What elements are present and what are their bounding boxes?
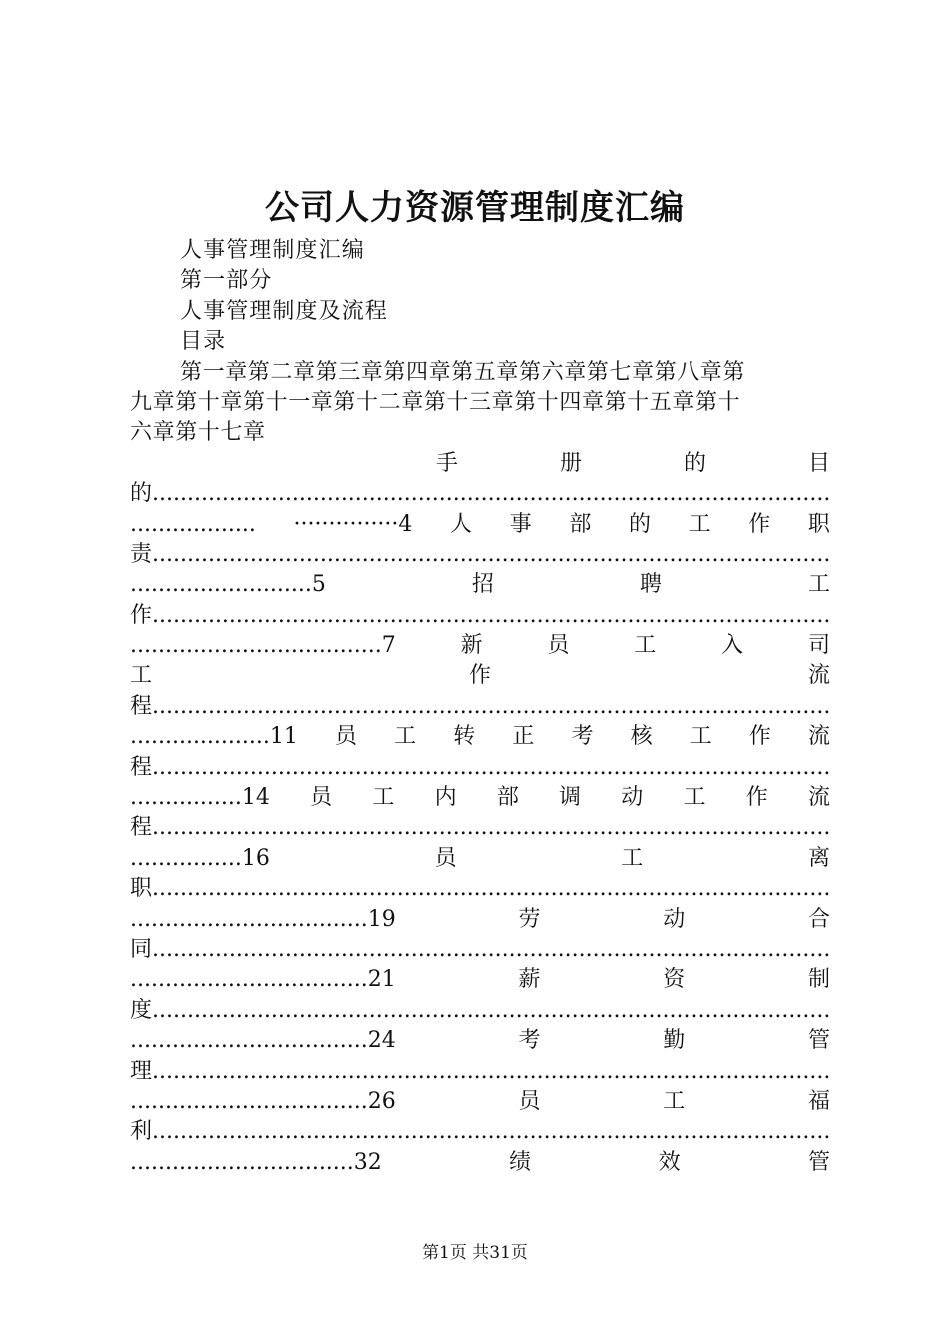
toc-token: 事 — [509, 511, 532, 537]
toc-token: 核 — [630, 724, 653, 750]
toc-dot-leader-line: 同................................................................................................. — [130, 936, 830, 962]
toc-dot-leader-line: 理................................................................................................. — [130, 1058, 830, 1084]
toc-entry-line — [130, 1026, 830, 1056]
page-footer: 第1页 共31页 — [422, 1243, 528, 1263]
toc-token: 的 — [683, 450, 706, 476]
toc-token: 员 — [434, 845, 457, 871]
toc-entry-line — [130, 1148, 830, 1178]
toc-dot-leader-line: 程................................................................................................. — [130, 815, 830, 841]
toc-token: 内 — [434, 785, 457, 811]
toc-dot-leader-line: 程................................................................................................. — [130, 693, 830, 719]
page-title: 公司人力资源管理制度汇编 — [265, 188, 685, 228]
toc-token: 人 — [450, 511, 473, 537]
toc-entry-line — [130, 570, 830, 600]
toc-token: 工 — [621, 845, 644, 871]
intro-line: 人事管理制度汇编 — [180, 238, 365, 263]
chapter-list-line: 九章第十章第十一章第十二章第十三章第十四章第十五章第十 — [130, 389, 741, 415]
toc-token: 员 — [547, 633, 570, 659]
toc-token: 职 — [807, 511, 830, 537]
toc-token: 工 — [372, 785, 395, 811]
toc-token: ..................................19 — [130, 906, 396, 932]
table-of-contents — [130, 449, 830, 1178]
toc-token: 册 — [559, 450, 582, 476]
toc-dot-leader-line: 的................................................................................................. — [130, 481, 830, 507]
toc-token: 考 — [571, 724, 594, 750]
toc-token: 转 — [453, 724, 476, 750]
toc-token: 员 — [310, 785, 333, 811]
toc-entry-line — [130, 722, 830, 752]
toc-token: 薪 — [518, 967, 541, 993]
toc-token: 流 — [807, 663, 830, 689]
toc-token: 劳 — [518, 906, 541, 932]
toc-dot-leader-line: 利................................................................................................. — [130, 1119, 830, 1145]
toc-entry-line — [130, 449, 830, 479]
toc-token: 部 — [569, 511, 592, 537]
toc-token: 合 — [807, 906, 830, 932]
toc-token: 效 — [658, 1149, 681, 1175]
toc-token: 入 — [721, 633, 744, 659]
toc-dot-leader-line: 度................................................................................................. — [130, 997, 830, 1023]
toc-token: ................14 — [130, 785, 270, 811]
toc-entry-line — [130, 631, 830, 661]
toc-token: .................. — [130, 511, 256, 537]
toc-token: 员 — [334, 724, 357, 750]
toc-token: 调 — [559, 785, 582, 811]
toc-token: 招 — [471, 572, 494, 598]
toc-token: 管 — [807, 1028, 830, 1054]
toc-dot-leader-line: 作................................................................................................. — [130, 602, 830, 628]
toc-token: 目 — [807, 450, 830, 476]
intro-line: 人事管理制度及流程 — [180, 298, 388, 324]
toc-token: 作 — [748, 511, 771, 537]
toc-token: 的 — [628, 511, 651, 537]
toc-token: 考 — [518, 1028, 541, 1054]
chapter-list-line: 第一章第二章第三章第四章第五章第六章第七章第八章第 — [180, 359, 746, 385]
toc-token: ..........................5 — [130, 572, 326, 598]
toc-token: 勤 — [663, 1028, 686, 1054]
toc-entry-line — [130, 1087, 830, 1117]
toc-token: 离 — [807, 845, 830, 871]
toc-token: 工 — [634, 633, 657, 659]
toc-token: 工 — [683, 785, 706, 811]
toc-entry-line — [130, 844, 830, 874]
toc-entry-line — [130, 965, 830, 995]
intro-line: 第一部分 — [180, 268, 273, 294]
toc-dot-leader-line: 责................................................................................................. — [130, 541, 830, 567]
toc-token: 工 — [807, 572, 830, 598]
toc-token: ..................................24 — [130, 1028, 396, 1054]
toc-token: 工 — [689, 724, 712, 750]
toc-token: 部 — [496, 785, 519, 811]
chapter-list-line: 六章第十七章 — [130, 420, 266, 446]
toc-token: 工 — [394, 724, 417, 750]
toc-token: 作 — [468, 663, 491, 689]
toc-token: ................................32 — [130, 1149, 382, 1175]
intro-line: 目录 — [180, 329, 227, 355]
toc-token: 绩 — [509, 1149, 532, 1175]
toc-token: 手 — [435, 450, 458, 476]
toc-token: ···············4 — [293, 511, 413, 537]
toc-token: 作 — [748, 724, 771, 750]
toc-token: ....................11 — [130, 724, 298, 750]
toc-dot-leader-line: 职................................................................................................. — [130, 876, 830, 902]
toc-entry-line — [130, 661, 830, 691]
toc-token: 管 — [807, 1149, 830, 1175]
toc-token: ....................................7 — [130, 633, 396, 659]
toc-token: 制 — [807, 967, 830, 993]
toc-token: 正 — [512, 724, 535, 750]
toc-token: ..................................21 — [130, 967, 396, 993]
toc-token: 作 — [745, 785, 768, 811]
toc-token: 聘 — [639, 572, 662, 598]
toc-token: 流 — [807, 785, 830, 811]
toc-token: 动 — [621, 785, 644, 811]
toc-token: 资 — [663, 967, 686, 993]
toc-token: 工 — [663, 1088, 686, 1114]
toc-entry-line — [130, 905, 830, 935]
document-body — [130, 236, 830, 1178]
toc-token: 动 — [663, 906, 686, 932]
toc-token: 流 — [807, 724, 830, 750]
toc-token: 员 — [518, 1088, 541, 1114]
toc-token: ..................................26 — [130, 1088, 396, 1114]
toc-token: 司 — [807, 633, 830, 659]
toc-token: 工 — [130, 663, 153, 689]
toc-token: 新 — [460, 633, 483, 659]
toc-entry-line — [130, 783, 830, 813]
toc-entry-line — [130, 510, 830, 540]
toc-token: ................16 — [130, 845, 270, 871]
toc-token: 福 — [807, 1088, 830, 1114]
toc-dot-leader-line: 程................................................................................................. — [130, 754, 830, 780]
toc-token: 工 — [688, 511, 711, 537]
